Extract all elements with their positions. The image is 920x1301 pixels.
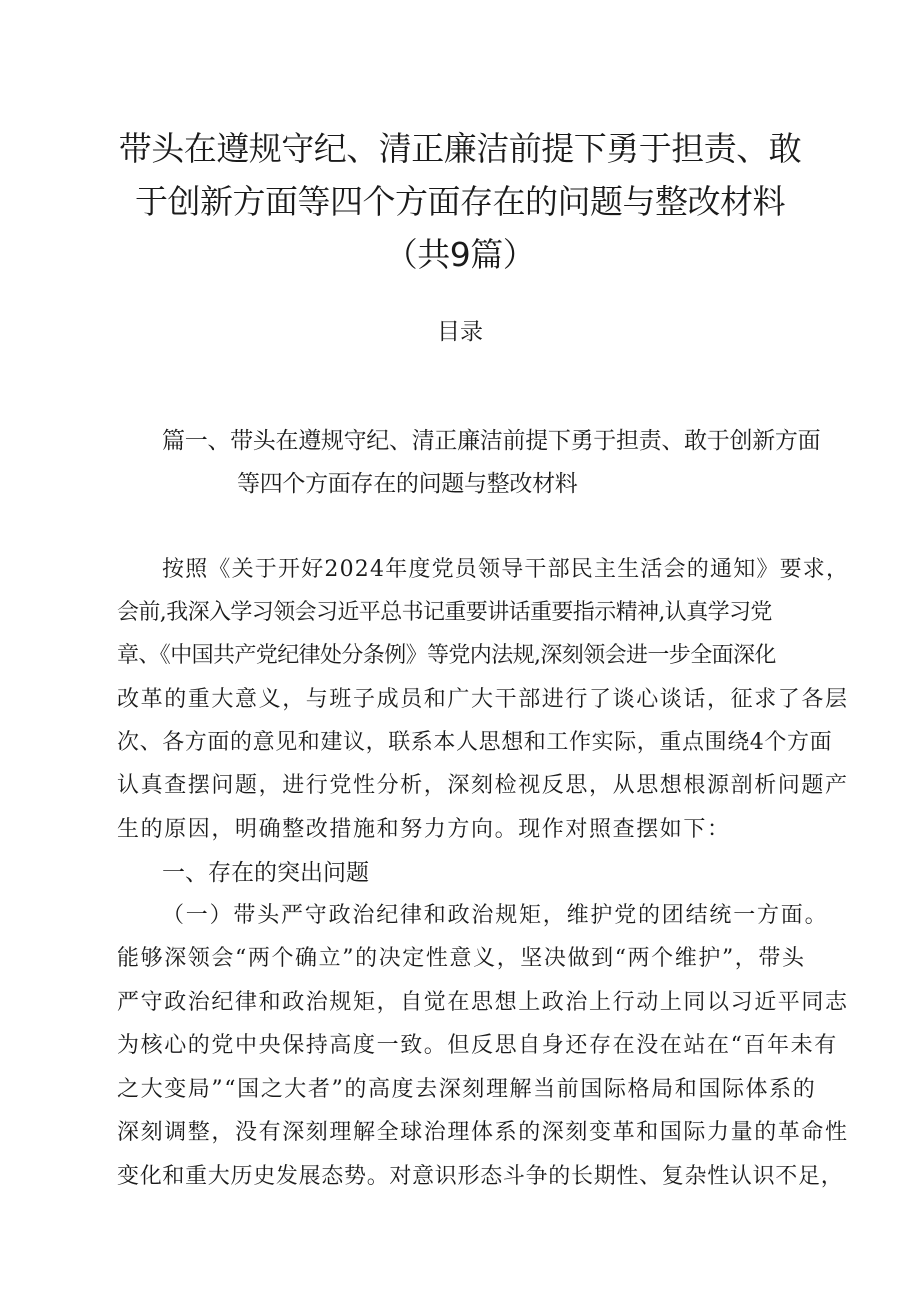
document-title-line-1: 带头在遵规守纪、清正廉洁前提下勇于担责、敢 — [118, 129, 802, 168]
subsection-line-6: 深刻调整，没有深刻理解全球治理体系的深刻变革和国际力量的革命性 — [117, 1120, 849, 1145]
subsection-line-5: 之大变局”“国之大者”的高度去深刻理解当前国际格局和国际体系的 — [117, 1077, 817, 1102]
intro-line-5: 次、各方面的意见和建议，联系本人思想和工作实际，重点围绕4个方面 — [117, 730, 833, 755]
intro-line-6: 认真查摆问题，进行党性分析，深刻检视反思，从思想根源剖析问题产 — [117, 773, 849, 798]
intro-line-3: 章、《中国共产党纪律处分条例》等党内法规,深刻领会进一步全面深化 — [117, 643, 776, 668]
section-heading: 一、存在的突出问题 — [162, 860, 369, 886]
subsection-line-2: 能够深领会“两个确立”的决定性意义，坚决做到“两个维护”，带头 — [117, 946, 806, 971]
intro-line-4: 改革的重大意义，与班子成员和广大干部进行了谈心谈话，征求了各层 — [117, 687, 849, 712]
subsection-line-3: 严守政治纪律和政治规矩，自觉在思想上政治上行动上同以习近平同志 — [117, 990, 849, 1015]
intro-line-1: 按照《关于开好2024年度党员领导干部民主生活会的通知》要求， — [162, 557, 850, 582]
document-title-line-3: （共9篇） — [384, 235, 536, 274]
toc-entry-line-1[interactable]: 篇一、带头在遵规守纪、清正廉洁前提下勇于担责、敢于创新方面 — [162, 428, 821, 454]
toc-heading: 目录 — [437, 319, 483, 345]
toc-entry-line-2[interactable]: 等四个方面存在的问题与整改材料 — [237, 471, 578, 497]
subsection-line-7: 变化和重大历史发展态势。对意识形态斗争的长期性、复杂性认识不足， — [117, 1164, 844, 1189]
intro-line-7: 生的原因，明确整改措施和努力方向。现作对照查摆如下： — [117, 817, 731, 842]
intro-line-2: 会前,我深入学习领会习近平总书记重要讲话重要指示精神,认真学习党 — [117, 600, 772, 625]
subsection-line-1: （一）带头严守政治纪律和政治规矩，维护党的团结统一方面。 — [162, 903, 829, 928]
subsection-line-4: 为核心的党中央保持高度一致。但反思自身还存在没在站在“百年未有 — [117, 1033, 838, 1058]
document-title-line-2: 于创新方面等四个方面存在的问题与整改材料 — [135, 182, 785, 221]
